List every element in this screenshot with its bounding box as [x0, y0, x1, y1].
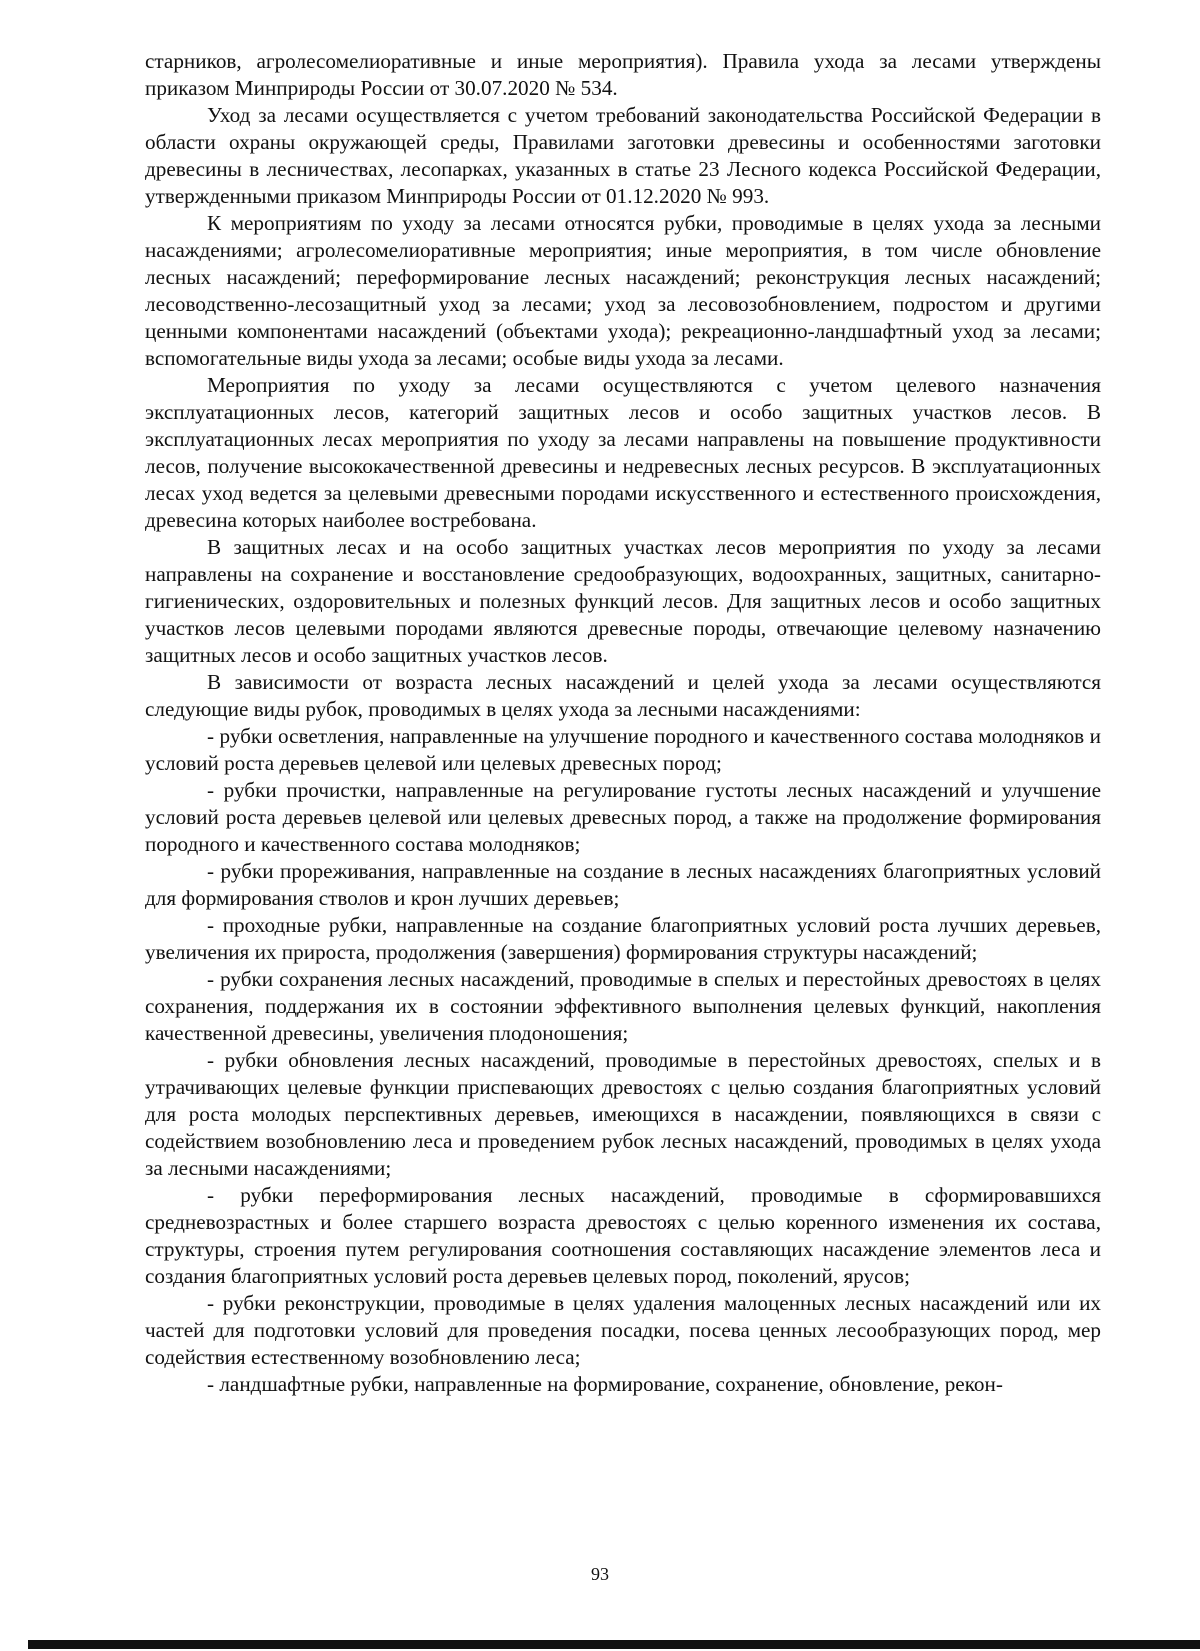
document-page [145, 48, 1101, 1398]
page-number: 93 [591, 1564, 609, 1584]
scan-bottom-border [28, 1640, 1200, 1649]
list-item: - рубки обновления лесных насаждений, проводимые в перестойных древостоях, спелых и в утрачивающих целевые функции приспевающих древостоях с целью создания благоприятных условий для роста молодых перспективных деревьев, имеющихся в насаждении, появляющихся в связи с содействием возобновлению леса и проведением рубок лесных насаждений, проводимых в целях ухода за лесными насаждениями; [145, 1048, 1101, 1180]
paragraph: К мероприятиям по уходу за лесами относятся рубки, проводимые в целях ухода за лесными насаждениями; агролесомелиоративные мероприятия; иные мероприятия, в том числе обновление лесных насаждений; переформирование лесных насаждений; реконструкция лесных насаждений; лесоводственно-лесозащитный уход за лесами; уход за лесовозобновлением, подростом и другими ценными компонентами насаждений (объектами ухода); рекреационно-ландшафтный уход за лесами; вспомогательные виды ухода за лесами; особые виды ухода за лесами. [145, 211, 1101, 370]
list-item: - рубки переформирования лесных насаждений, проводимые в сформировавшихся средневозрастных и более старшего возраста древостоях с целью коренного изменения их состава, структуры, строения путем регулирования соотношения составляющих насаждение элементов леса и создания благоприятных условий роста деревьев целевых пород, поколений, ярусов; [145, 1183, 1101, 1288]
list-item: - рубки реконструкции, проводимые в целях удаления малоценных лесных насаждений или их частей для подготовки условий для проведения посадки, посева ценных лесообразующих пород, мер содействия естественному возобновлению леса; [145, 1291, 1101, 1369]
list-item: - рубки прореживания, направленные на создание в лесных насаждениях благоприятных условий для формирования стволов и крон лучших деревьев; [145, 859, 1101, 910]
paragraph: Уход за лесами осуществляется с учетом требований законодательства Российской Федерации в области охраны окружающей среды, Правилами заготовки древесины и особенностями заготовки древесины в лесничествах, лесопарках, указанных в статье 23 Лесного кодекса Российской Федерации, утвержденными приказом Минприроды России от 01.12.2020 № 993. [145, 103, 1101, 208]
list-item: - рубки прочистки, направленные на регулирование густоты лесных насаждений и улучшение условий роста деревьев целевой или целевых древесных пород, а также на продолжение формирования породного и качественного состава молодняков; [145, 778, 1101, 856]
list-item: - проходные рубки, направленные на создание благоприятных условий роста лучших деревьев, увеличения их прироста, продолжения (завершения) формирования структуры насаждений; [145, 913, 1101, 964]
paragraph: В зависимости от возраста лесных насаждений и целей ухода за лесами осуществляются следующие виды рубок, проводимых в целях ухода за лесными насаждениями: [145, 670, 1101, 721]
paragraph: В защитных лесах и на особо защитных участках лесов мероприятия по уходу за лесами направлены на сохранение и восстановление средообразующих, водоохранных, защитных, санитарно-гигиенических, оздоровительных и полезных функций лесов. Для защитных лесов и особо защитных участков лесов целевыми породами являются древесные породы, отвечающие целевому назначению защитных лесов и особо защитных участков лесов. [145, 535, 1101, 667]
list-item: - рубки осветления, направленные на улучшение породного и качественного состава молодняков и условий роста деревьев целевой или целевых древесных пород; [145, 724, 1101, 775]
paragraph-continuation: старников, агролесомелиоративные и иные мероприятия). Правила ухода за лесами утверждены приказом Минприроды России от 30.07.2020 № 534. [145, 49, 1101, 100]
list-item: - ландшафтные рубки, направленные на формирование, сохранение, обновление, рекон- [207, 1372, 1003, 1396]
paragraph: Мероприятия по уходу за лесами осуществляются с учетом целевого назначения эксплуатационных лесов, категорий защитных лесов и особо защитных участков лесов. В эксплуатационных лесах мероприятия по уходу за лесами направлены на повышение продуктивности лесов, получение высококачественной древесины и недревесных лесных ресурсов. В эксплуатационных лесах уход ведется за целевыми древесными породами искусственного и естественного происхождения, древесина которых наиболее востребована. [145, 373, 1101, 532]
list-item: - рубки сохранения лесных насаждений, проводимые в спелых и перестойных древостоях в целях сохранения, поддержания их в состоянии эффективного выполнения целевых функций, накопления качественной древесины, увеличения плодоношения; [145, 967, 1101, 1045]
